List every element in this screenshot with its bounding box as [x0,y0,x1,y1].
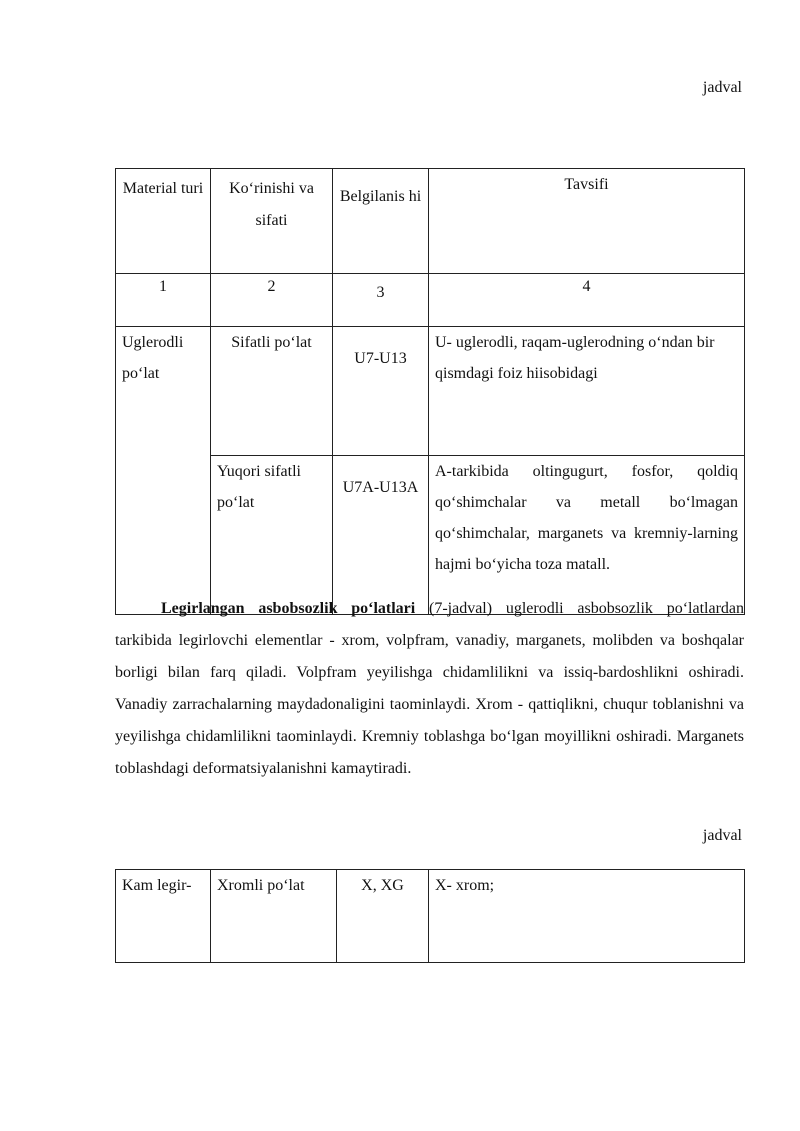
column-number: 1 [116,274,211,327]
category-cell: Uglerodli po‘lat [116,327,211,615]
description-cell: U- uglerodli, raqam-uglerodning o‘ndan bir qismdagi foiz hiisobidagi [429,327,745,456]
column-number: 4 [429,274,745,327]
mark-cell: U7A-U13A [333,456,429,615]
table-caption: jadval [702,827,742,844]
description-cell: A-tarkibida oltingugurt, fosfor, qoldiq qo‘shimchalar va metall bo‘lmagan qo‘shimchalar, marganets va kremniy-larning hajmi bo‘yicha toza matall. [429,456,745,615]
mark-cell: X, XG [337,870,429,963]
header-description: Tavsifi [429,169,745,274]
column-number: 3 [333,274,429,327]
view-cell: Xromli po‘lat [211,870,337,963]
header-marking: Belgilanis hi [333,169,429,274]
description-cell: X- xrom; [429,870,745,963]
table-caption: jadval [702,79,742,96]
column-number: 2 [211,274,333,327]
view-cell: Yuqori sifatli po‘lat [211,456,333,615]
header-appearance-quality: Ko‘rinishi va sifati [211,169,333,274]
mark-cell: U7-U13 [333,327,429,456]
header-material-type: Material turi [116,169,211,274]
view-cell: Sifatli po‘lat [211,327,333,456]
steel-table-alloy [115,869,745,963]
paragraph-text: (7-jadval) uglerodli asbobsozlik po‘latlardan tarkibida legirlovchi elementlar - xrom, volpfram, vanadiy, marganets, molibden va boshqalar borligi bilan farq qiladi. Volpfram yeyilishga chidamlilikni va issiq-bardoshlikni oshiradi. Vanadiy zarrachalarning maydadonaligini taominlaydi. Xrom - qattiqlikni, chuqur toblanishni va yeyilishga chidamlilikni taominlaydi. Kremniy toblashga bo‘lgan moyillikni oshiradi. Marganets toblashdagi deformatsiyalanishni kamaytiradi. [115,600,744,777]
paragraph-lead: Legirlangan asbobsozlik po‘latlari [161,600,416,617]
category-cell: Kam legir- [116,870,211,963]
body-paragraph [115,593,744,785]
steel-table-carbon [115,168,745,615]
